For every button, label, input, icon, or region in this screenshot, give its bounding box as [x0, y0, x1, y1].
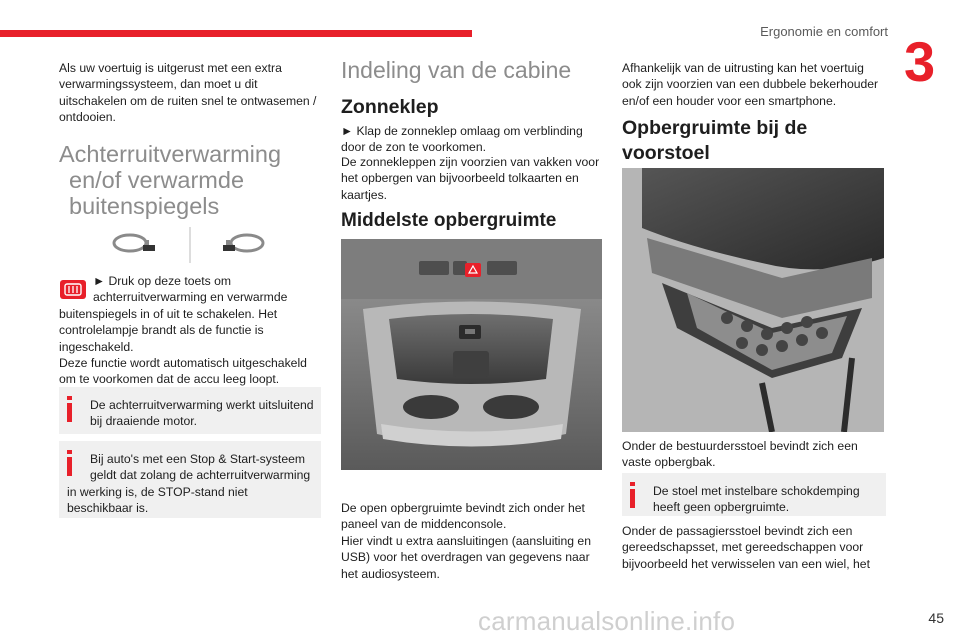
opberg-text: Onder de bestuurdersstoel bevindt zich een vaste opbergbak.	[622, 439, 858, 470]
right-outro: Onder de passagiersstoel bevindt zich een gereedschapsset, met gereedschappen voor bijvoorbeeld het verwisselen van een wiel, het	[622, 524, 870, 571]
instruction-text: buitenspiegels in of uit te schakelen. Het controlelampje brandt als de functie is ingeschakeld.	[59, 307, 278, 354]
right-intro: Afhankelijk van de uitrusting kan het voertuig ook zijn voorzien van een dubbele bekerhouder en/of een houder voor een smartphone.	[622, 61, 879, 108]
left-section-title	[59, 141, 321, 219]
instruction-line-2: achterruitverwarming en verwarmde	[93, 290, 288, 304]
center-storage-photo	[341, 239, 602, 470]
note-box-2	[59, 441, 321, 518]
heading-middelste: Middelste opbergruimte	[341, 210, 557, 231]
title-line-3: buitenspiegels	[69, 193, 220, 219]
rear-defrost-icon	[60, 280, 86, 299]
note-3-text: De stoel met instelbare schokdemping heeft geen opbergruimte.	[653, 484, 860, 515]
section-title: Ergonomie en comfort	[760, 24, 888, 39]
middelste-text-2: Hier vindt u extra aansluitingen (aansluiting en USB) voor het overdragen van gegevens naar het audiosysteem.	[341, 534, 591, 581]
left-intro: Als uw voertuig is uitgerust met een extra verwarmingssysteem, dan moet u dit uitschakelen om de ruiten snel te ontwasemen / ontdooien.	[59, 61, 317, 125]
instruction-extra: Deze functie wordt automatisch uitgeschakeld om te voorkomen dat de accu leeg loopt.	[59, 356, 307, 387]
header-accent-bar	[0, 30, 472, 37]
note-box-1	[59, 387, 321, 434]
zonneklep-text-1: ► Klap de zonneklep omlaag om verblinding door de zon te voorkomen.	[341, 124, 583, 155]
info-icon	[67, 450, 72, 476]
note-2-text-start: Bij auto's met een Stop & Start-systeem geldt dat zolang de achterruitverwarming	[90, 452, 311, 483]
note-2-text-end: in werking is, de STOP-stand niet beschikbaar is.	[67, 485, 248, 516]
note-1-text: De achterruitverwarming werkt uitsluitend bij draaiende motor.	[90, 398, 314, 429]
cabin-title: Indeling van de cabine	[341, 57, 572, 83]
zonneklep-text-2: De zonnekleppen zijn voorzien van vakken voor het opbergen van bijvoorbeeld tolkaarten en kaartjes.	[341, 155, 600, 202]
mirror-left-icon	[143, 245, 155, 251]
heated-mirrors-illustration	[107, 225, 279, 265]
heading-zonneklep: Zonneklep	[341, 96, 439, 118]
mirror-right-icon	[223, 245, 235, 251]
note-box-3	[622, 473, 886, 516]
title-line-2: en/of verwarmde	[69, 167, 245, 193]
title-line-1: Achterruitverwarming	[59, 141, 282, 167]
heading-opbergruimte: Opbergruimte bij de voorstoel	[622, 117, 808, 164]
middelste-text-1: De open opbergruimte bevindt zich onder het paneel van de middenconsole.	[341, 501, 585, 532]
watermark: carmanualsonline.info	[478, 606, 736, 636]
page-number: 45	[928, 610, 944, 626]
seat-storage-photo	[622, 168, 884, 432]
chapter-number: 3	[904, 30, 936, 93]
info-icon	[67, 396, 72, 422]
instruction-line-1: ► Druk op deze toets om	[93, 274, 232, 288]
info-icon	[630, 482, 635, 508]
